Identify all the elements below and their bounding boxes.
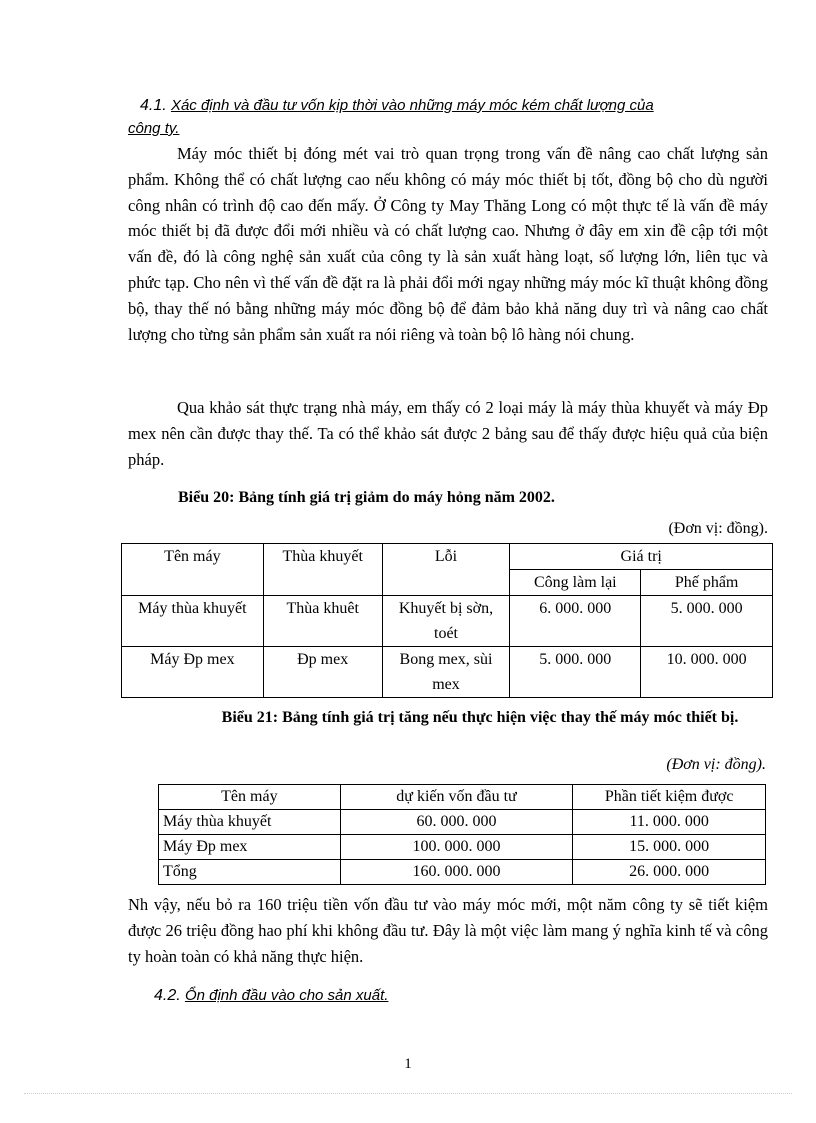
header-cell: Giá trị <box>510 544 773 570</box>
table-row <box>159 810 766 835</box>
table-21-unit: (Đơn vị: đồng). <box>666 756 766 773</box>
paragraph-3: Nh vậy, nếu bỏ ra 160 triệu tiền vốn đầu tư vào máy móc mới, một năm công ty sẽ tiết kiệm được 26 triệu đồng hao phí khi không đầu tư. Đây là một việc làm mang ý nghĩa kinh tế và công ty hoàn toàn có khả năng thực hiện. <box>128 895 768 966</box>
table-cell: 11. 000. 000 <box>573 810 766 835</box>
table-cell: 160. 000. 000 <box>340 860 573 885</box>
section-4-2-heading <box>154 984 388 1007</box>
page-number: 1 <box>404 1056 412 1072</box>
table-cell: Tổng <box>159 860 341 885</box>
table-cell: Máy Đp mex <box>159 835 341 860</box>
table-cell: 15. 000. 000 <box>573 835 766 860</box>
section-number: 4.1. <box>140 97 167 114</box>
paragraph-1: Máy móc thiết bị đóng mét vai trò quan trọng trong vấn đề nâng cao chất lượng sản phẩm. Không thể có chất lượng cao nếu không có máy móc thiết bị tốt, đồng bộ cho dù người công nhân có trình độ cao đến mấy. Ở Công ty May Thăng Long có một thực tế là vấn đề máy móc thiết bị đã được đổi mới nhiều và có chất lượng cao. Nhưng ở đây em xin đề cập tới một vấn đề, đó là công nghệ sản xuất của công ty là sản xuất hàng loạt, số lượng lớn, liên tục và phức tạp. Cho nên vì thế vấn đề đặt ra là phải đổi mới ngay những máy móc kĩ thuật không đồng bộ, thay thế nó bằng những máy móc đồng bộ để đảm bảo khả năng duy trì và nâng cao chất lượng cho từng sản phẩm sản xuất ra nói riêng và toàn bộ lô hàng nói chung. <box>128 144 768 344</box>
table-cell: 26. 000. 000 <box>573 860 766 885</box>
header-cell: Công làm lại <box>510 570 641 596</box>
table-20-caption: Biểu 20: Bảng tính giá trị giảm do máy hỏng năm 2002. <box>178 489 555 506</box>
table-cell: 60. 000. 000 <box>340 810 573 835</box>
table-cell: 6. 000. 000 <box>510 596 641 647</box>
table-row <box>122 647 773 698</box>
header-cell: Phế phẩm <box>641 570 773 596</box>
table-cell: Bong mex, sùi mex <box>382 647 510 698</box>
section-4-1-heading <box>128 94 780 137</box>
table-21-caption: Biểu 21: Bảng tính giá trị tăng nếu thực hiện việc thay thế máy móc thiết bị. <box>221 709 739 726</box>
section-title-line1: Xác định và đầu tư vốn kịp thời vào những máy móc kém chất lượng của <box>170 97 654 114</box>
section-title: Ổn định đầu vào cho sản xuất. <box>184 987 389 1004</box>
header-cell: Phần tiết kiệm được <box>573 785 766 810</box>
table-cell: Đp mex <box>263 647 382 698</box>
table-cell: 5. 000. 000 <box>641 596 773 647</box>
section-number: 4.2. <box>154 987 181 1004</box>
section-title-line2: công ty. <box>128 120 180 137</box>
table-20 <box>121 543 773 698</box>
table-20-unit: (Đơn vị: đồng). <box>668 520 768 537</box>
table-row <box>159 860 766 885</box>
table-cell: 10. 000. 000 <box>641 647 773 698</box>
table-header-row <box>159 785 766 810</box>
table-cell: 5. 000. 000 <box>510 647 641 698</box>
header-cell: Tên máy <box>159 785 341 810</box>
header-cell: Lỗi <box>382 544 510 596</box>
header-cell: dự kiến vốn đầu tư <box>340 785 573 810</box>
table-cell: Thùa khuêt <box>263 596 382 647</box>
table-cell: Máy Đp mex <box>122 647 264 698</box>
table-header-row <box>122 544 773 570</box>
header-cell: Thùa khuyết <box>263 544 382 596</box>
table-row <box>122 596 773 647</box>
table-cell: Máy thùa khuyết <box>122 596 264 647</box>
table-cell: Khuyết bị sờn, toét <box>382 596 510 647</box>
paragraph-2: Qua khảo sát thực trạng nhà máy, em thấy có 2 loại máy là máy thùa khuyết và máy Đp mex nên cần được thay thế. Ta có thể khảo sát được 2 bảng sau để thấy được hiệu quả của biện pháp. <box>128 398 768 469</box>
table-cell: Máy thùa khuyết <box>159 810 341 835</box>
table-21 <box>158 784 766 885</box>
header-cell: Tên máy <box>122 544 264 596</box>
table-cell: 100. 000. 000 <box>340 835 573 860</box>
table-row <box>159 835 766 860</box>
page-bottom-rule <box>24 1093 792 1094</box>
